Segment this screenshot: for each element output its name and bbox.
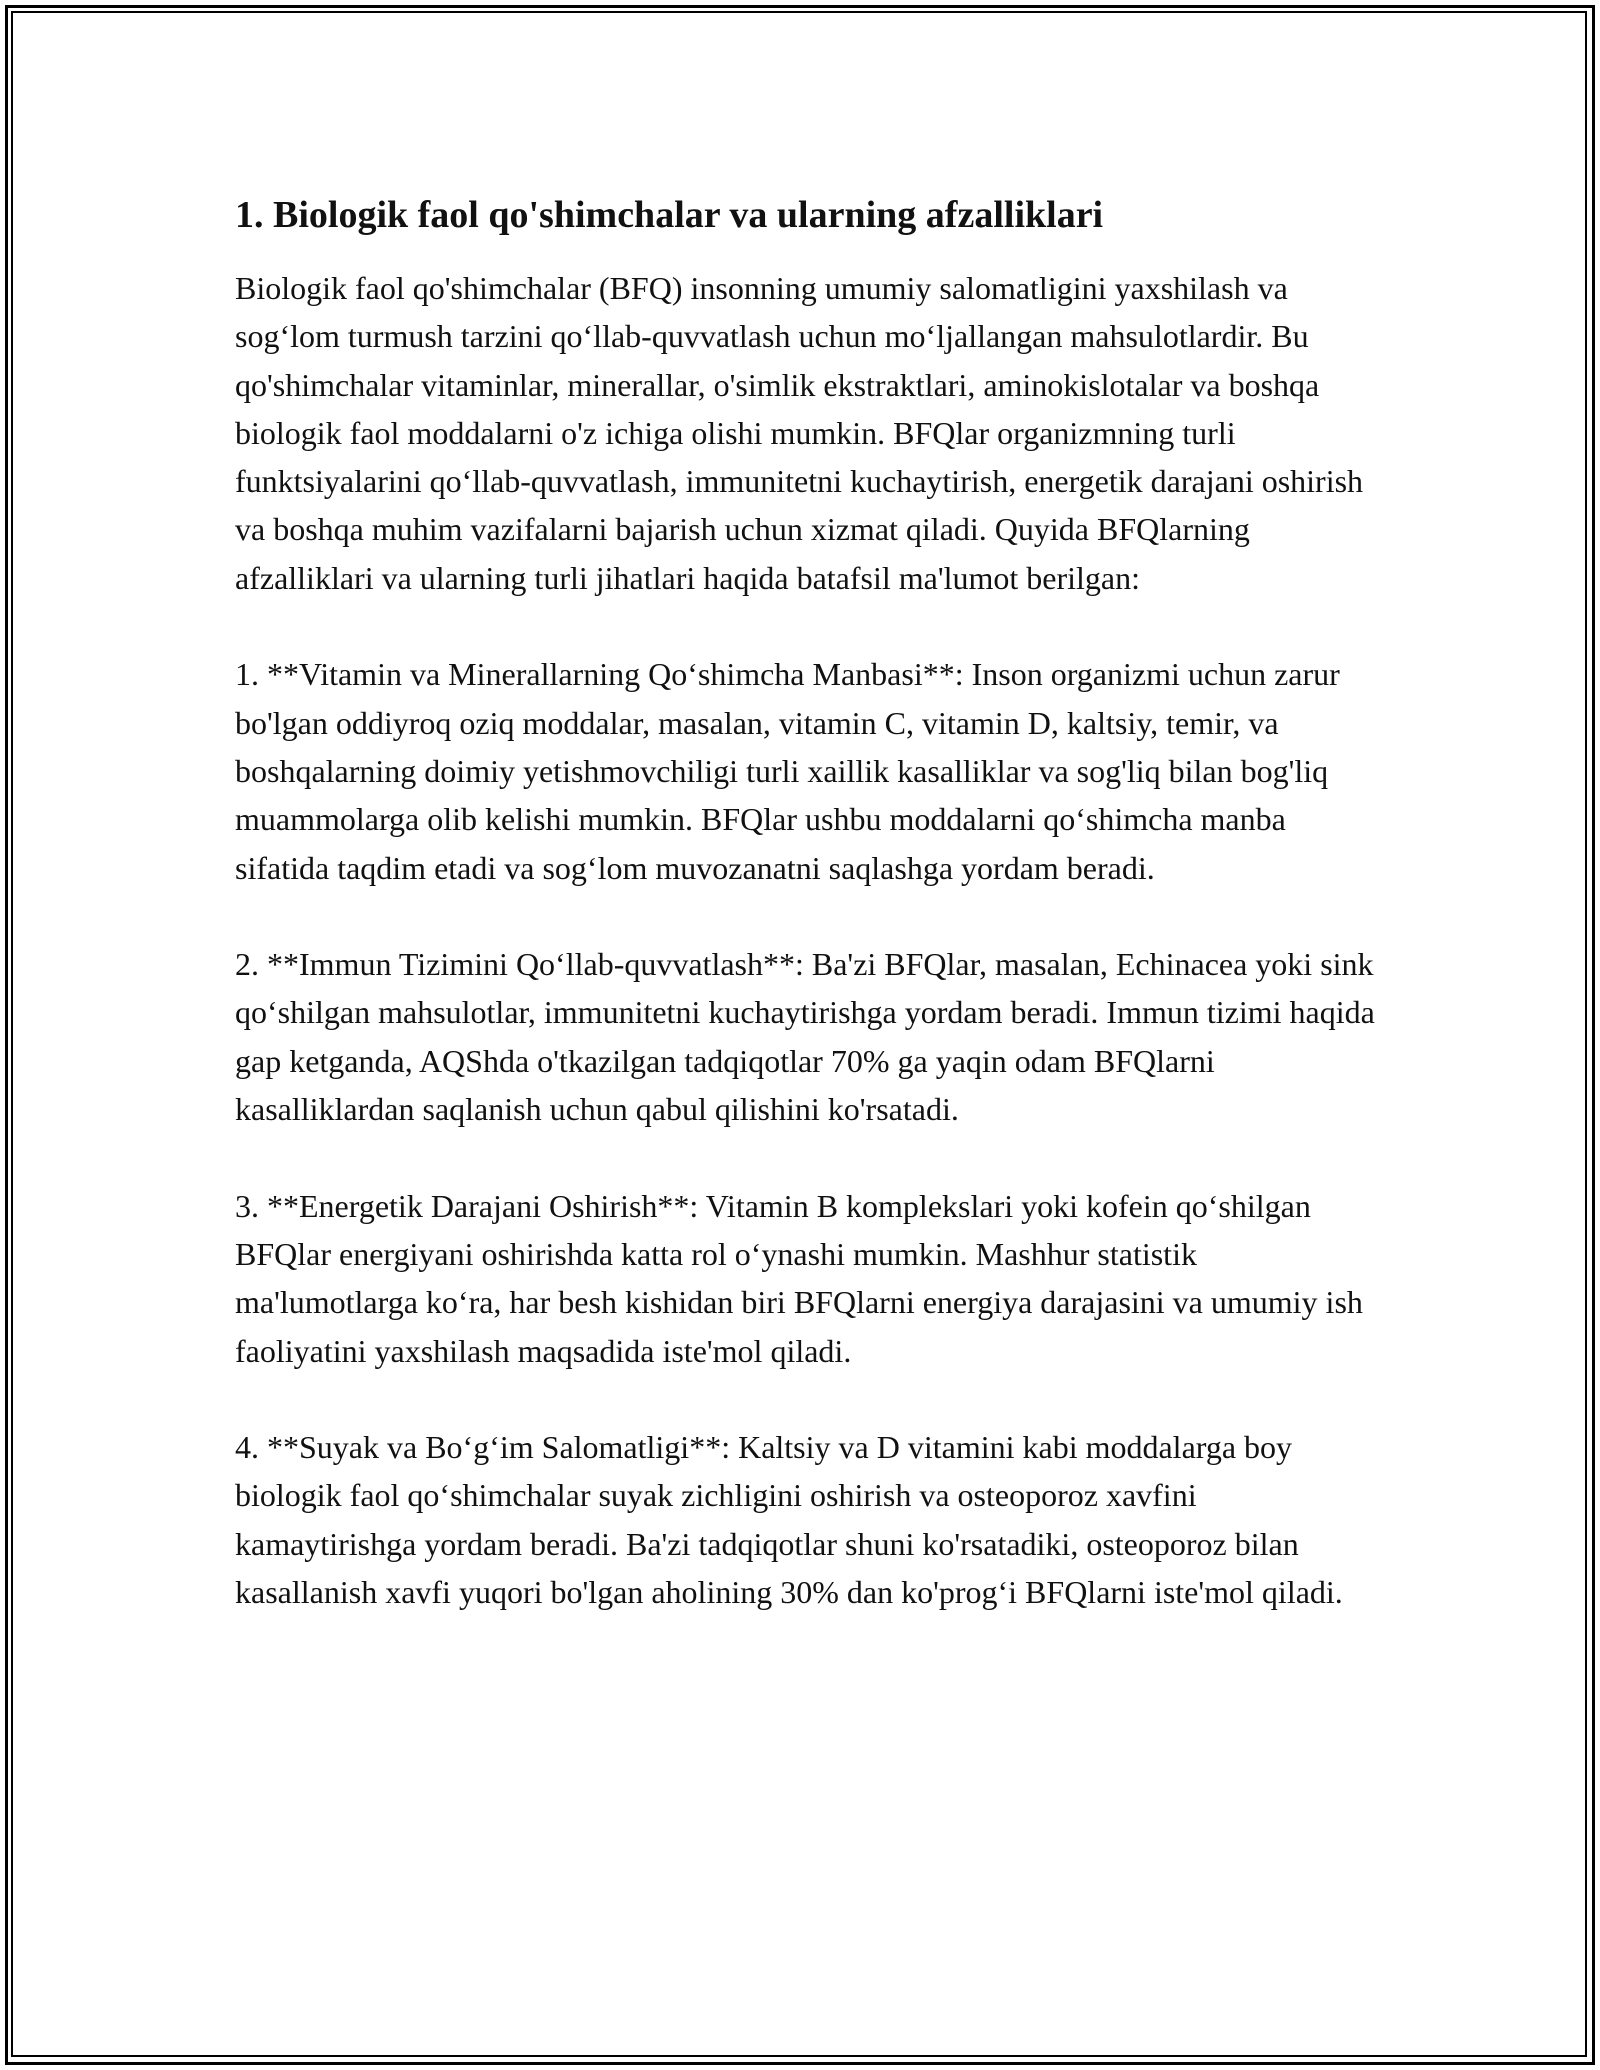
- list-item-energy: 3. **Energetik Darajani Oshirish**: Vitamin B komplekslari yoki kofein qo‘shilgan BFQlar energiyani oshirishda katta rol o‘ynashi mumkin. Mashhur statistik ma'lumotlarga ko‘ra, har besh kishidan biri BFQlarni energiya darajasini va umumiy ish faoliyatini yaxshilash maqsadida iste'mol qiladi.: [235, 1187, 1363, 1369]
- list-item-vitamins: 1. **Vitamin va Minerallarning Qo‘shimcha Manbasi**: Inson organizmi uchun zarur bo'lgan oddiyroq oziq moddalar, masalan, vitamin C, vitamin D, kaltsiy, temir, va boshqalarning doimiy yetishmovchiligi turli xaillik kasalliklar va sog'liq bilan bog'liq muammolarga olib kelishi mumkin. BFQlar ushbu moddalarni qo‘shimcha manba sifatida taqdim etadi va sog‘lom muvozanatni saqlashga yordam beradi.: [235, 656, 1340, 886]
- page-title: 1. Biologik faol qo'shimchalar va ularning afzalliklari: [235, 194, 1104, 236]
- list-item-bone-health: 4. **Suyak va Bo‘g‘im Salomatligi**: Kaltsiy va D vitamini kabi moddalarga boy biologik faol qo‘shimchalar suyak zichligini oshirish va osteoporoz xavfini kamaytirishga yordam beradi. Ba'zi tadqiqotlar shuni ko'rsatadiki, osteoporoz bilan kasallanish xavfi yuqori bo'lgan aholining 30% dan ko'prog‘i BFQlarni iste'mol qiladi.: [235, 1429, 1343, 1611]
- list-item-immune-system: 2. **Immun Tizimini Qo‘llab-quvvatlash**: Ba'zi BFQlar, masalan, Echinacea yoki sink qo‘shilgan mahsulotlar, immunitetni kuchaytirishga yordam beradi. Immun tizimi haqida gap ketganda, AQShda o'tkazilgan tadqiqotlar 70% ga yaqin odam BFQlarni kasalliklardan saqlanish uchun qabul qilishini ko'rsatadi.: [235, 946, 1375, 1128]
- document-body: [235, 190, 1385, 1616]
- intro-paragraph: Biologik faol qo'shimchalar (BFQ) insonning umumiy salomatligini yaxshilash va sog‘lom turmush tarzini qo‘llab-quvvatlash uchun mo‘ljallangan mahsulotlardir. Bu qo'shimchalar vitaminlar, minerallar, o'simlik ekstraktlari, aminokislotalar va boshqa biologik faol moddalarni o'z ichiga olishi mumkin. BFQlar organizmning turli funktsiyalarini qo‘llab-quvvatlash, immunitetni kuchaytirish, energetik darajani oshirish va boshqa muhim vazifalarni bajarish uchun xizmat qiladi. Quyida BFQlarning afzalliklari va ularning turli jihatlari haqida batafsil ma'lumot berilgan:: [235, 270, 1364, 596]
